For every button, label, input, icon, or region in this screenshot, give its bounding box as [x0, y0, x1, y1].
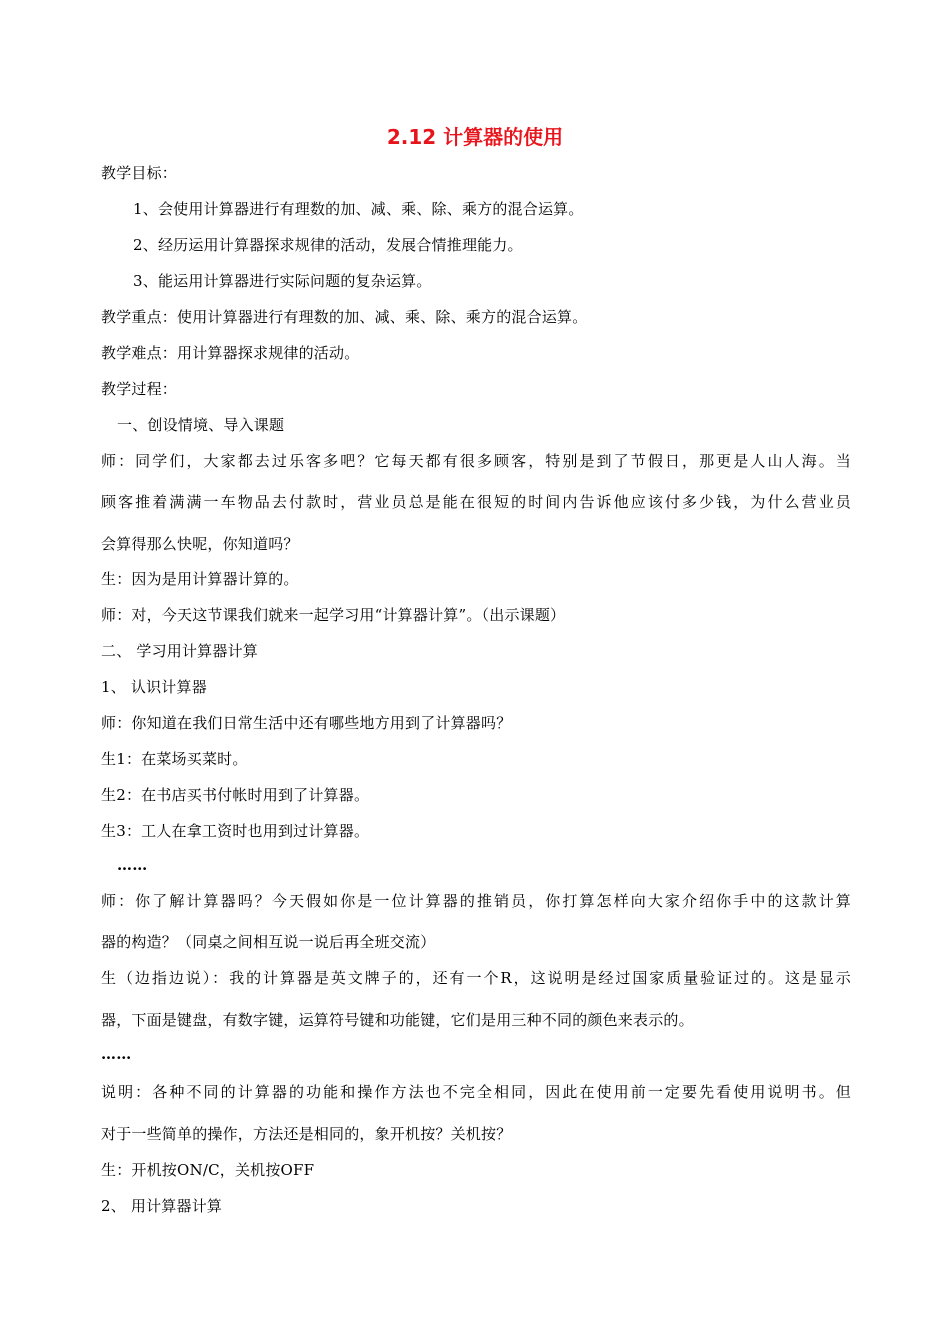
text-line-section-1: 一、创设情境、导入课题: [117, 416, 285, 434]
text-line-paragraph: 对于一些简单的操作，方法还是相同的，象开机按？关机按？: [101, 1125, 512, 1143]
text-line-objective-1: 1、会使用计算器进行有理数的加、减、乘、除、乘方的混合运算。: [133, 200, 584, 218]
text-line-objective-2: 2、经历运用计算器探求规律的活动，发展合情推理能力。: [133, 236, 523, 254]
text-line-subsection-1: 1、 认识计算器: [101, 678, 207, 696]
text-line-dialogue: 生：因为是用计算器计算的。: [101, 570, 299, 588]
text-line-difficulty: 教学难点：用计算器探求规律的活动。: [101, 344, 360, 362]
text-line-dialogue: 师：你知道在我们日常生活中还有哪些地方用到了计算器吗？: [101, 714, 512, 732]
text-line-ellipsis: ……: [101, 1045, 132, 1063]
text-line-paragraph: 师：同学们，大家都去过乐客多吧？它每天都有很多顾客，特别是到了节假日，那更是人山人海。当: [101, 452, 851, 470]
text-line-dialogue: 师：对，今天这节课我们就来一起学习用“计算器计算”。（出示课题）: [101, 606, 566, 624]
text-line-dialogue: 生1：在菜场买菜时。: [101, 750, 248, 768]
text-line-objectives-heading: 教学目标：: [101, 164, 178, 182]
text-line-paragraph: 生（边指边说）：我的计算器是英文牌子的，还有一个R，这说明是经过国家质量验证过的。这是显示: [101, 969, 851, 987]
text-line-objective-3: 3、能运用计算器进行实际问题的复杂运算。: [133, 272, 432, 290]
text-line-paragraph: 器的构造？（同桌之间相互说一说后再全班交流）: [101, 933, 436, 951]
text-line-paragraph: 顾客推着满满一车物品去付款时，营业员总是能在很短的时间内告诉他应该付多少钱，为什么营业员: [101, 493, 851, 511]
text-line-dialogue: 生2：在书店买书付帐时用到了计算器。: [101, 786, 370, 804]
text-line-dialogue: 生：开机按ON/C，关机按OFF: [101, 1161, 315, 1179]
text-line-paragraph: 会算得那么快呢，你知道吗？: [101, 535, 299, 553]
text-line-dialogue: 生3：工人在拿工资时也用到过计算器。: [101, 822, 370, 840]
document-title: 2.12 计算器的使用: [386, 125, 564, 149]
text-line-paragraph: 器，下面是键盘，有数字键，运算符号键和功能键，它们是用三种不同的颜色来表示的。: [101, 1011, 694, 1029]
text-line-paragraph: 说明：各种不同的计算器的功能和操作方法也不完全相同，因此在使用前一定要先看使用说明书。但: [101, 1083, 851, 1101]
text-line-ellipsis: ……: [117, 856, 148, 874]
text-line-subsection-2: 2、 用计算器计算: [101, 1197, 223, 1215]
text-line-paragraph: 师：你了解计算器吗？今天假如你是一位计算器的推销员，你打算怎样向大家介绍你手中的这款计算: [101, 892, 851, 910]
text-line-process-heading: 教学过程：: [101, 380, 178, 398]
text-line-key-point: 教学重点：使用计算器进行有理数的加、减、乘、除、乘方的混合运算。: [101, 308, 588, 326]
text-line-section-2: 二、 学习用计算器计算: [101, 642, 258, 660]
